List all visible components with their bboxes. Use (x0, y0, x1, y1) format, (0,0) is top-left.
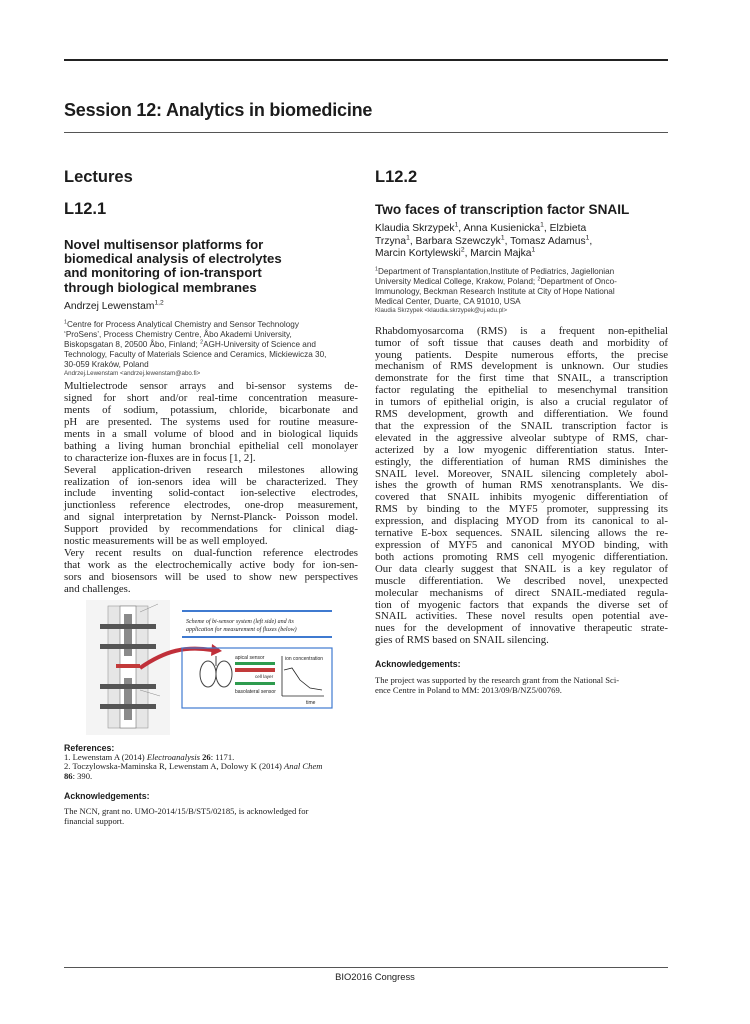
header-divider (64, 132, 668, 133)
author-superscript: 1 (454, 221, 459, 229)
body-line: gies of RMS based on SNAIL silencing. (375, 634, 549, 647)
body-line: Our data clearly suggest that SNAIL is a key regulator of (375, 562, 668, 575)
author-name: , Tomasz Adamus (504, 235, 586, 247)
affiliation-sup: 2 (200, 339, 204, 346)
affiliation-sup: 1 (64, 319, 67, 326)
caption-bottom-rule (182, 636, 332, 638)
affiliation-text: Biskopsgatan 8, 20500 Åbo, Finland; (64, 340, 201, 350)
abstract-body (64, 381, 358, 595)
top-rule (64, 59, 668, 61)
apical-sensor-bar (235, 662, 275, 665)
ref-text: 2. Toczylowska-Maminska R, Lewenstam A, Dolowy K (2014) (64, 761, 285, 772)
plot-curve (284, 668, 322, 690)
body-line: nues for the development of innovative therapeutic strate- (375, 622, 668, 635)
author-name: Klaudia Skrzypek (375, 223, 455, 235)
body-line: SNAIL level. Moreover, SNAIL silencing completely abol- (375, 467, 668, 480)
author-line (375, 236, 668, 249)
body-line: ternative E-box sequences. SNAIL silencing allows the re- (375, 527, 668, 540)
acknowledgements-text-right (375, 676, 668, 695)
author-superscript: 1,2 (154, 299, 164, 307)
affiliation-text: Technology, Faculty of Materials Science and Ceramics, Mickiewicza 30, (64, 350, 327, 360)
body-line: demonstrate for the first time that SNAIL, a transcription (375, 372, 668, 385)
affiliation-sup: 2 (537, 275, 541, 282)
affiliation-sup: 1 (375, 265, 378, 272)
basolateral-sensor-bar (235, 682, 275, 685)
title-line: biomedical analysis of electrolytes (64, 251, 282, 267)
affiliation-line (64, 330, 358, 340)
body-line: bathing a living human bronchial epithelial cell monolayer (64, 439, 358, 452)
body-line: and signal interpretation by Nernst-Planck- Poisson model. (64, 511, 358, 524)
body-line: Support provided by recommendations for clinical diag- (64, 523, 358, 536)
acknowledgements-text-left (64, 807, 358, 826)
ref-text: : 390. (72, 770, 93, 781)
body-line: Multielectrode sensor arrays and bi-sensor systems de- (64, 380, 358, 393)
body-line: acterized by a low myogenic differentiation status. Inter- (375, 443, 668, 456)
lecture-title (64, 238, 358, 295)
affiliation-line (64, 360, 358, 370)
author-name: Andrzej Lewenstam (64, 300, 155, 312)
affiliation-text: University Medical College, Krakow, Poland; (375, 276, 538, 286)
reference-2 (64, 762, 358, 781)
lecture-title: Two faces of transcription factor SNAIL (375, 202, 630, 217)
body-line: that work as the electrochemically active body for ion-sen- (64, 558, 358, 571)
ref-volume: 86 (64, 770, 73, 781)
author-name: , Marcin Majka (464, 248, 532, 260)
affiliation-line (375, 277, 668, 287)
body-line: Several application-driven research milestones allowing (64, 463, 358, 476)
contact-email: Andrzej.Lewenstam <andrzej.lewenstam@abo.fi> (64, 370, 201, 378)
clamp-top (100, 624, 156, 629)
left-column (64, 168, 358, 827)
author-name: , Anna Kusienicka (458, 223, 541, 235)
figure-label-ion: ion concentration (285, 655, 324, 662)
contact-email: Klaudia Skrzypek <klaudia.skrzypek@uj.edu.pl> (375, 306, 508, 314)
body-line: expression of MYF5 and canonical MYOD binding, with (375, 539, 668, 552)
figure-label-basolateral: basolateral sensor (235, 688, 276, 695)
ack-line: The NCN, grant no. UMO-2014/15/B/ST5/02185, is acknowledged for (64, 806, 309, 817)
affiliation-text: AGH-University of Science and (203, 340, 316, 350)
author-name: , (589, 235, 593, 247)
clamp-lower (100, 684, 156, 689)
author-name: Marcin Kortylewski (375, 248, 461, 260)
affiliation-text: Department of Transplantation,Institute of Pediatrics, Jagiellonian (377, 266, 615, 276)
body-line: that the expression of the SNAIL transcription factor is (375, 419, 668, 432)
author-superscript: 1 (500, 234, 505, 242)
author-superscript: 2 (460, 246, 465, 254)
author-name: , Barbara Szewczyk (409, 235, 501, 247)
body-line: Very recent results on dual-function reference electrodes (64, 547, 358, 559)
body-line: young patients. Despite numerous efforts, the precise (375, 348, 668, 361)
affiliation-line (375, 297, 668, 307)
author-superscript: 1 (406, 234, 410, 242)
body-line: junctionless reference electrodes, one-drop measurement, (64, 499, 358, 512)
membrane-layer (116, 664, 140, 668)
body-line: include inventing solid-contact ion-selective electrodes, (64, 487, 358, 500)
author-name: , Elzbieta (543, 223, 587, 235)
cell-layer-bar (235, 668, 275, 672)
author-block (375, 223, 668, 261)
body-line: ments in a small volume of blood and in biological liquids (64, 427, 358, 440)
affiliation-text: Department of Onco- (540, 276, 617, 286)
clamp-upper (100, 644, 156, 649)
references-heading: References: (64, 742, 115, 753)
body-line: and challenges. (64, 582, 131, 595)
right-column (375, 168, 668, 695)
author-superscript: 1 (540, 221, 544, 229)
footer-divider (64, 967, 668, 968)
body-line: signed for short and/or real-time concentration measure- (64, 392, 358, 405)
ref-text: : 1171. (210, 751, 235, 762)
section-heading-lectures: Lectures (64, 168, 133, 186)
affiliation-text: ‘ProSens’, Process Chemistry Centre, Åbo Akademi University, (64, 330, 292, 340)
figure-label-time: time (306, 699, 316, 706)
body-line: SNAIL activities. These novel results open potential ave- (375, 610, 668, 623)
affiliation-line (375, 267, 668, 277)
author-name: Trzyna (375, 235, 407, 247)
affiliation-text: Centre for Process Analytical Chemistry and Sensor Technology (66, 320, 299, 330)
title-line: and monitoring of ion-transport (64, 265, 262, 281)
ack-line: ence Centre in Poland to MM: 2013/09/B/NZ5/00769. (375, 684, 562, 695)
bi-sensor-figure (86, 600, 336, 735)
body-line: nostic measurements will be as well employed. (64, 535, 268, 548)
body-line: to characterize ion-fluxes are in focus [1, 2]. (64, 451, 256, 464)
author-line (375, 248, 668, 261)
author-line (64, 301, 358, 314)
body-line: covered that SNAIL inhibits myogenic differentiation of (375, 491, 668, 504)
body-line: sors and biosensors will be used to show new perspectives (64, 570, 358, 583)
ref-text: 1. Lewenstam A (2014) (64, 751, 147, 762)
body-line: RMS by binding to the MYF5 promoter, suppressing its (375, 503, 668, 516)
body-line: mechanism of RMS development is unknown. Our studies (375, 360, 668, 373)
title-line: Novel multisensor platforms for (64, 237, 264, 252)
ref-journal: Electroanalysis (146, 751, 200, 762)
ack-line: financial support. (64, 816, 125, 826)
body-line: expression, and displacing MYOD from its canonical to al- (375, 515, 668, 528)
body-line: both actions promoting RMS cell myogenic differentiation. (375, 550, 668, 563)
session-title: Session 12: Analytics in biomedicine (64, 100, 373, 120)
body-line: tion of myogenic factors that expands the diverse set of (375, 598, 668, 611)
body-line: Rhabdomyosarcoma (RMS) is a frequent non-epithelial (375, 324, 668, 337)
author-superscript: 1 (585, 234, 590, 242)
body-line: pH are presented. The systems used for routine measure- (64, 416, 358, 429)
body-line: RMS development, growth and differentiation. We found (375, 408, 668, 421)
body-line: ments of sodium, potassium, chloride, bicarbonate and (64, 404, 358, 417)
ref-journal: Anal Chem (284, 761, 323, 772)
body-line: factor regulating the epithelial to mesenchymal transition (375, 384, 668, 397)
ref-volume: 26 (199, 751, 211, 762)
upper-electrode (124, 614, 132, 656)
body-line: estingly, the differentiation of human RMS diminishes the (375, 455, 668, 468)
affiliation-block (375, 267, 668, 315)
lecture-code-l12-1: L12.1 (64, 200, 107, 218)
affiliation-text: Medical Center, Duarte, CA 91010, USA (375, 296, 521, 306)
ack-line: The project was supported by the research grant from the National Sci- (375, 675, 620, 686)
caption-top-rule (182, 610, 332, 612)
footer-text: BIO2016 Congress (335, 971, 415, 982)
title-line: through biological membranes (64, 279, 257, 295)
body-line: ishes the growth of human RMS xenotransplants. We dis- (375, 479, 668, 492)
affiliation-line (64, 340, 358, 350)
right-lung-icon (216, 661, 232, 687)
affiliation-text: 30-059 Kraków, Poland (64, 360, 149, 370)
affiliation-line (64, 320, 358, 330)
body-line: elevated in the aggressive alveolar subtype of RMS, char- (375, 431, 668, 444)
figure-caption-line: Scheme of bi-sensor system (left side) and its (186, 618, 294, 625)
clamp-bottom (100, 704, 156, 709)
figure-caption-line: application for measurement of fluxes (below) (186, 626, 297, 633)
affiliation-line (375, 287, 668, 297)
arrow-head (211, 644, 222, 656)
body-line: muscle differentiation. We described novel, unexpected (375, 574, 668, 587)
body-line: tumor of soft tissue that causes death and morbidity of (375, 336, 668, 349)
body-line: molecular mechanisms of direct SNAIL-mediated regula- (375, 586, 668, 599)
author-line (375, 223, 668, 236)
figure-label-cell: cell layer (255, 673, 274, 679)
author-superscript: 1 (531, 246, 536, 254)
affiliation-block (64, 320, 358, 378)
acknowledgements-heading-left: Acknowledgements: (64, 791, 150, 802)
acknowledgements-heading-right: Acknowledgements: (375, 659, 461, 670)
affiliation-line (64, 350, 358, 360)
left-lung-icon (200, 661, 216, 687)
body-line: realization of ion-senors idea will be characterized. They (64, 475, 358, 488)
figure-label-apical: apical sensor (235, 654, 265, 661)
lecture-code-l12-2: L12.2 (375, 168, 418, 186)
affiliation-text: Immunology, Beckman Research Institute at City of Hope National (375, 286, 615, 296)
body-line: in tumors of epithelial origin, is also a crucial regulator of (375, 396, 668, 409)
abstract-body (375, 326, 668, 647)
